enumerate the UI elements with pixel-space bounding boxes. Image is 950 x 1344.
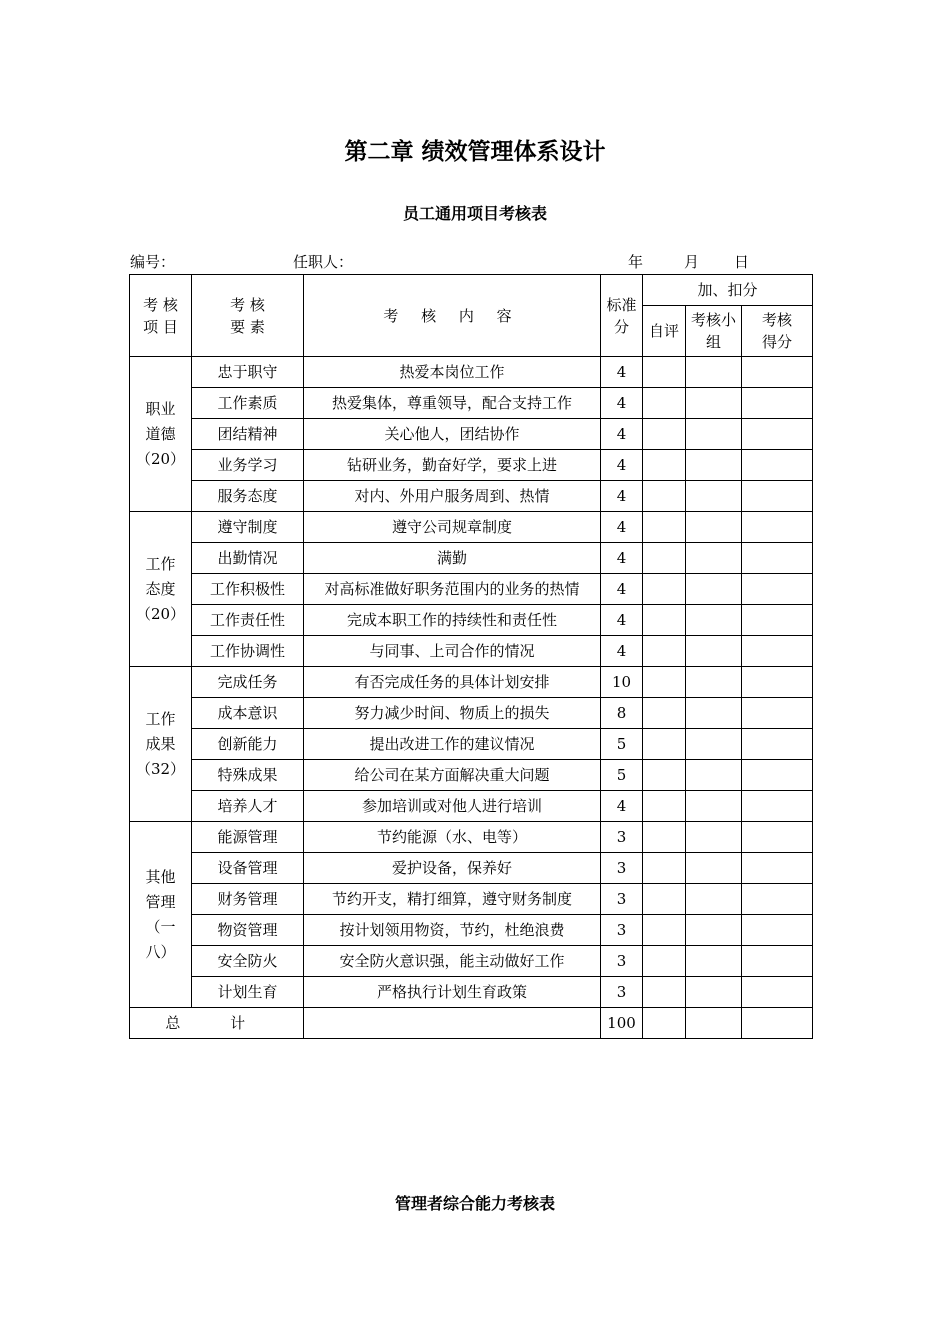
final-score-cell[interactable] bbox=[742, 791, 813, 822]
final-score-cell[interactable] bbox=[742, 884, 813, 915]
content-cell: 按计划领用物资，节约，杜绝浪费 bbox=[304, 915, 601, 946]
standard-score-cell: 3 bbox=[601, 946, 643, 977]
self-eval-cell[interactable] bbox=[643, 357, 686, 388]
group-eval-cell[interactable] bbox=[686, 388, 742, 419]
group-eval-cell[interactable] bbox=[686, 357, 742, 388]
group-eval-cell[interactable] bbox=[686, 977, 742, 1008]
standard-score-cell: 3 bbox=[601, 884, 643, 915]
number-label: 编号： bbox=[130, 253, 176, 271]
content-cell: 对内、外用户服务周到、热情 bbox=[304, 481, 601, 512]
final-score-cell[interactable] bbox=[742, 822, 813, 853]
total-content-cell bbox=[304, 1008, 601, 1039]
self-eval-cell[interactable] bbox=[643, 512, 686, 543]
element-cell: 团结精神 bbox=[192, 419, 304, 450]
final-score-cell[interactable] bbox=[742, 543, 813, 574]
header-row bbox=[130, 275, 813, 306]
table-row bbox=[130, 667, 813, 698]
total-final-cell[interactable] bbox=[742, 1008, 813, 1039]
final-score-cell[interactable] bbox=[742, 512, 813, 543]
category-label-line: 职业 bbox=[145, 399, 176, 418]
final-score-cell[interactable] bbox=[742, 667, 813, 698]
table-row bbox=[130, 481, 813, 512]
category-label-line: 态度 bbox=[145, 579, 176, 598]
group-eval-cell[interactable] bbox=[686, 419, 742, 450]
header-standard-line2: 分 bbox=[613, 317, 629, 336]
header-group bbox=[686, 306, 742, 357]
element-cell: 设备管理 bbox=[192, 853, 304, 884]
table-row bbox=[130, 853, 813, 884]
final-score-cell[interactable] bbox=[742, 946, 813, 977]
table-title: 员工通用项目考核表 bbox=[402, 204, 547, 223]
header-score-line2: 得分 bbox=[762, 333, 793, 351]
final-score-cell[interactable] bbox=[742, 915, 813, 946]
final-score-cell[interactable] bbox=[742, 853, 813, 884]
category-label-line: 道德 bbox=[145, 424, 176, 443]
element-cell: 遵守制度 bbox=[192, 512, 304, 543]
table-row bbox=[130, 791, 813, 822]
header-project bbox=[130, 275, 192, 357]
group-eval-cell[interactable] bbox=[686, 791, 742, 822]
category-cell bbox=[130, 357, 192, 512]
self-eval-cell[interactable] bbox=[643, 419, 686, 450]
content-cell: 遵守公司规章制度 bbox=[304, 512, 601, 543]
standard-score-cell: 5 bbox=[601, 729, 643, 760]
element-cell: 完成任务 bbox=[192, 667, 304, 698]
standard-score-cell: 4 bbox=[601, 605, 643, 636]
group-eval-cell[interactable] bbox=[686, 450, 742, 481]
header-score-line1: 考核 bbox=[762, 311, 793, 329]
total-self-cell[interactable] bbox=[643, 1008, 686, 1039]
content-cell: 严格执行计划生育政策 bbox=[304, 977, 601, 1008]
element-cell: 财务管理 bbox=[192, 884, 304, 915]
standard-score-cell: 4 bbox=[601, 574, 643, 605]
group-eval-cell[interactable] bbox=[686, 698, 742, 729]
self-eval-cell[interactable] bbox=[643, 915, 686, 946]
year-label: 年 bbox=[628, 253, 644, 271]
total-row bbox=[130, 1008, 813, 1039]
content-cell: 满勤 bbox=[304, 543, 601, 574]
self-eval-cell[interactable] bbox=[643, 667, 686, 698]
standard-score-cell: 4 bbox=[601, 388, 643, 419]
final-score-cell[interactable] bbox=[742, 357, 813, 388]
element-cell: 服务态度 bbox=[192, 481, 304, 512]
final-score-cell[interactable] bbox=[742, 729, 813, 760]
final-score-cell[interactable] bbox=[742, 605, 813, 636]
element-cell: 创新能力 bbox=[192, 729, 304, 760]
final-score-cell[interactable] bbox=[742, 760, 813, 791]
final-score-cell[interactable] bbox=[742, 698, 813, 729]
content-cell: 给公司在某方面解决重大问题 bbox=[304, 760, 601, 791]
table-row bbox=[130, 884, 813, 915]
header-standard-line1: 标准 bbox=[606, 295, 637, 314]
standard-score-cell: 8 bbox=[601, 698, 643, 729]
element-cell: 业务学习 bbox=[192, 450, 304, 481]
group-eval-cell[interactable] bbox=[686, 853, 742, 884]
self-eval-cell[interactable] bbox=[643, 729, 686, 760]
header-standard bbox=[601, 275, 643, 357]
element-cell: 培养人才 bbox=[192, 791, 304, 822]
header-project-line1: 考 核 bbox=[143, 295, 178, 314]
category-cell bbox=[130, 512, 192, 667]
final-score-cell[interactable] bbox=[742, 481, 813, 512]
header-adjust: 加、扣分 bbox=[643, 275, 813, 306]
element-cell: 能源管理 bbox=[192, 822, 304, 853]
assessment-table bbox=[129, 274, 813, 1039]
category-label-line: （20） bbox=[135, 604, 186, 623]
final-score-cell[interactable] bbox=[742, 419, 813, 450]
self-eval-cell[interactable] bbox=[643, 946, 686, 977]
element-cell: 物资管理 bbox=[192, 915, 304, 946]
group-eval-cell[interactable] bbox=[686, 915, 742, 946]
self-eval-cell[interactable] bbox=[643, 605, 686, 636]
standard-score-cell: 10 bbox=[601, 667, 643, 698]
table-row bbox=[130, 574, 813, 605]
self-eval-cell[interactable] bbox=[643, 543, 686, 574]
self-eval-cell[interactable] bbox=[643, 977, 686, 1008]
header-project-line2: 项 目 bbox=[143, 317, 178, 336]
header-group-line2: 组 bbox=[705, 333, 721, 351]
group-eval-cell[interactable] bbox=[686, 636, 742, 667]
header-element-line2: 要 素 bbox=[230, 317, 265, 336]
final-score-cell[interactable] bbox=[742, 450, 813, 481]
element-cell: 工作协调性 bbox=[192, 636, 304, 667]
self-eval-cell[interactable] bbox=[643, 822, 686, 853]
self-eval-cell[interactable] bbox=[643, 636, 686, 667]
self-eval-cell[interactable] bbox=[643, 450, 686, 481]
group-eval-cell[interactable] bbox=[686, 543, 742, 574]
self-eval-cell[interactable] bbox=[643, 481, 686, 512]
group-eval-cell[interactable] bbox=[686, 946, 742, 977]
header-score bbox=[742, 306, 813, 357]
table-row bbox=[130, 946, 813, 977]
self-eval-cell[interactable] bbox=[643, 791, 686, 822]
header-element bbox=[192, 275, 304, 357]
content-cell: 热爱本岗位工作 bbox=[304, 357, 601, 388]
content-cell: 提出改进工作的建议情况 bbox=[304, 729, 601, 760]
group-eval-cell[interactable] bbox=[686, 884, 742, 915]
element-cell: 安全防火 bbox=[192, 946, 304, 977]
category-label-line: 成果 bbox=[145, 734, 176, 753]
chapter-title: 第二章 绩效管理体系设计 bbox=[344, 139, 606, 165]
content-cell: 节约开支，精打细算，遵守财务制度 bbox=[304, 884, 601, 915]
element-cell: 特殊成果 bbox=[192, 760, 304, 791]
self-eval-cell[interactable] bbox=[643, 574, 686, 605]
standard-score-cell: 4 bbox=[601, 419, 643, 450]
standard-score-cell: 5 bbox=[601, 760, 643, 791]
standard-score-cell: 4 bbox=[601, 791, 643, 822]
content-cell: 对高标准做好职务范围内的业务的热情 bbox=[304, 574, 601, 605]
content-cell: 有否完成任务的具体计划安排 bbox=[304, 667, 601, 698]
content-cell: 完成本职工作的持续性和责任性 bbox=[304, 605, 601, 636]
group-eval-cell[interactable] bbox=[686, 481, 742, 512]
table-row bbox=[130, 698, 813, 729]
table-row bbox=[130, 357, 813, 388]
content-cell: 参加培训或对他人进行培训 bbox=[304, 791, 601, 822]
total-group-cell[interactable] bbox=[686, 1008, 742, 1039]
element-cell: 忠于职守 bbox=[192, 357, 304, 388]
category-cell bbox=[130, 822, 192, 1008]
category-label-line: 工作 bbox=[145, 709, 176, 728]
self-eval-cell[interactable] bbox=[643, 884, 686, 915]
group-eval-cell[interactable] bbox=[686, 667, 742, 698]
content-cell: 节约能源（水、电等） bbox=[304, 822, 601, 853]
table-row bbox=[130, 388, 813, 419]
person-label: 任职人： bbox=[293, 253, 354, 271]
final-score-cell[interactable] bbox=[742, 388, 813, 419]
standard-score-cell: 4 bbox=[601, 481, 643, 512]
table-row bbox=[130, 543, 813, 574]
group-eval-cell[interactable] bbox=[686, 512, 742, 543]
category-label-line: 工作 bbox=[145, 554, 176, 573]
content-cell: 努力减少时间、物质上的损失 bbox=[304, 698, 601, 729]
table-row bbox=[130, 419, 813, 450]
standard-score-cell: 4 bbox=[601, 543, 643, 574]
element-cell: 出勤情况 bbox=[192, 543, 304, 574]
table-row bbox=[130, 822, 813, 853]
self-eval-cell[interactable] bbox=[643, 853, 686, 884]
month-label: 月 bbox=[684, 253, 700, 271]
category-cell bbox=[130, 667, 192, 822]
content-cell: 与同事、上司合作的情况 bbox=[304, 636, 601, 667]
content-cell: 关心他人，团结协作 bbox=[304, 419, 601, 450]
category-label-line: 八） bbox=[145, 942, 176, 961]
group-eval-cell[interactable] bbox=[686, 605, 742, 636]
content-cell: 安全防火意识强，能主动做好工作 bbox=[304, 946, 601, 977]
group-eval-cell[interactable] bbox=[686, 729, 742, 760]
self-eval-cell[interactable] bbox=[643, 388, 686, 419]
self-eval-cell[interactable] bbox=[643, 760, 686, 791]
category-label-line: （20） bbox=[135, 449, 186, 468]
standard-score-cell: 3 bbox=[601, 977, 643, 1008]
header-content: 考 核 内 容 bbox=[304, 275, 601, 357]
category-label-line: 管理 bbox=[145, 892, 176, 911]
group-eval-cell[interactable] bbox=[686, 760, 742, 791]
element-cell: 工作素质 bbox=[192, 388, 304, 419]
total-label: 总 计 bbox=[130, 1008, 304, 1039]
table-row bbox=[130, 729, 813, 760]
group-eval-cell[interactable] bbox=[686, 822, 742, 853]
day-label: 日 bbox=[734, 253, 750, 271]
standard-score-cell: 4 bbox=[601, 450, 643, 481]
final-score-cell[interactable] bbox=[742, 977, 813, 1008]
content-cell: 爱护设备，保养好 bbox=[304, 853, 601, 884]
final-score-cell[interactable] bbox=[742, 574, 813, 605]
table-row bbox=[130, 512, 813, 543]
standard-score-cell: 4 bbox=[601, 512, 643, 543]
final-score-cell[interactable] bbox=[742, 636, 813, 667]
category-label-line: 其他 bbox=[145, 867, 176, 886]
standard-score-cell: 3 bbox=[601, 822, 643, 853]
table-row bbox=[130, 450, 813, 481]
content-cell: 热爱集体，尊重领导，配合支持工作 bbox=[304, 388, 601, 419]
total-score: 100 bbox=[601, 1008, 643, 1039]
element-cell: 成本意识 bbox=[192, 698, 304, 729]
standard-score-cell: 4 bbox=[601, 636, 643, 667]
category-label-line: （32） bbox=[135, 759, 186, 778]
element-cell: 工作责任性 bbox=[192, 605, 304, 636]
header-group-line1: 考核小 bbox=[690, 311, 736, 329]
standard-score-cell: 3 bbox=[601, 915, 643, 946]
header-element-line1: 考 核 bbox=[230, 295, 265, 314]
element-cell: 计划生育 bbox=[192, 977, 304, 1008]
category-label-line: （一 bbox=[145, 917, 176, 936]
self-eval-cell[interactable] bbox=[643, 698, 686, 729]
element-cell: 工作积极性 bbox=[192, 574, 304, 605]
next-table-title: 管理者综合能力考核表 bbox=[394, 1194, 555, 1213]
standard-score-cell: 3 bbox=[601, 853, 643, 884]
content-cell: 钻研业务，勤奋好学，要求上进 bbox=[304, 450, 601, 481]
table-row bbox=[130, 977, 813, 1008]
header-self: 自评 bbox=[643, 306, 686, 357]
table-row bbox=[130, 636, 813, 667]
group-eval-cell[interactable] bbox=[686, 574, 742, 605]
table-row bbox=[130, 605, 813, 636]
table-row bbox=[130, 760, 813, 791]
table-row bbox=[130, 915, 813, 946]
standard-score-cell: 4 bbox=[601, 357, 643, 388]
